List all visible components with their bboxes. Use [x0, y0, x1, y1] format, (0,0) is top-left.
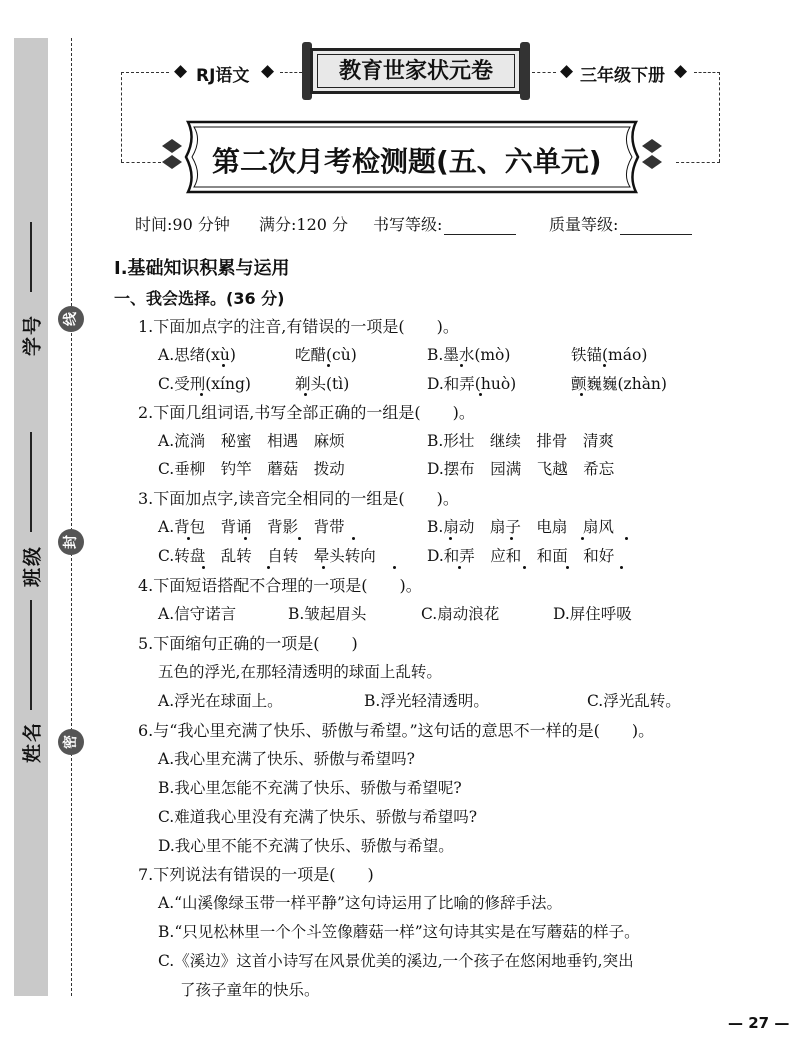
emphasis-dot — [603, 364, 606, 367]
header-dash-right-vertical — [719, 72, 720, 162]
emphasis-dot — [304, 393, 307, 396]
part-heading: 一、我会选择。(36 分) — [114, 289, 285, 308]
scroll-body — [310, 48, 522, 94]
header-dash-right — [694, 72, 720, 73]
q7-option-b: B.“只见松林里一个个斗笠像蘑菇一样”这句诗其实是在写蘑菇的样子。 — [158, 923, 640, 941]
scroll-roll-right — [520, 42, 530, 100]
diamond-icon: ◆ — [674, 61, 688, 81]
q3-option-c: C.转盘 乱转 自转 晕头转向 — [158, 547, 376, 565]
emphasis-dot — [566, 566, 569, 569]
quality-grade-label: 质量等级: — [549, 215, 619, 234]
q2-option-b: B.形壮 继续 排骨 清爽 — [427, 432, 614, 450]
quality-grade — [549, 212, 692, 235]
emphasis-dot — [393, 566, 396, 569]
q4-option-b: B.皱起眉头 — [288, 605, 367, 623]
xuehao-label: 学号 — [21, 313, 44, 357]
grade-label: 三年级下册 — [580, 66, 665, 86]
xingming-blank-line — [30, 600, 32, 710]
question-7: 7.下列说法有错误的一项是( ) — [138, 865, 374, 884]
emphasis-dot — [625, 537, 628, 540]
cut-line — [71, 38, 72, 996]
xuehao-blank-line — [30, 222, 32, 292]
emphasis-dot — [322, 566, 325, 569]
q6-option-b: B.我心里怎能不充满了快乐、骄傲与希望呢? — [158, 779, 462, 797]
header-dash-left-bottom — [121, 162, 161, 163]
emphasis-dot — [202, 566, 205, 569]
q6-option-c: C.难道我心里没有充满了快乐、骄傲与希望吗? — [158, 808, 478, 826]
question-3: 3.下面加点字,读音完全相同的一组是( )。 — [138, 489, 459, 508]
seal-xian: 线 — [58, 306, 84, 332]
question-1: 1.下面加点字的注音,有错误的一项是( )。 — [138, 317, 459, 336]
page-number: — 27 — — [728, 1014, 790, 1032]
q2-option-d: D.摆布 园满 飞越 希忘 — [427, 460, 615, 478]
emphasis-dot — [187, 537, 190, 540]
full-score: 满分:120 分 — [259, 215, 349, 234]
q1-option-b2: 铁锚(máo) — [571, 346, 648, 364]
emphasis-dot — [352, 537, 355, 540]
emphasis-dot — [200, 393, 203, 396]
header-dash-left — [121, 72, 169, 73]
emphasis-dot — [267, 566, 270, 569]
q4-option-a: A.信守诺言 — [158, 605, 237, 623]
emphasis-dot — [460, 364, 463, 367]
emphasis-dot — [581, 537, 584, 540]
question-5: 5.下面缩句正确的一项是( ) — [138, 634, 358, 653]
q7-option-c-line1: C.《溪边》这首小诗写在风景优美的溪边,一个孩子在悠闲地垂钓,突出 — [158, 952, 634, 970]
header-dash-mid-left — [280, 72, 302, 73]
emphasis-dot — [244, 537, 247, 540]
emphasis-dot — [449, 537, 452, 540]
emphasis-dot — [298, 537, 301, 540]
q4-option-c: C.扇动浪花 — [421, 605, 500, 623]
page-title: 第二次月考检测题(五、六单元) — [212, 145, 602, 178]
q2-option-c: C.垂柳 钓竿 蘑菇 拨动 — [158, 460, 345, 478]
q3-option-b: B.扇动 扇子 电扇 扇风 — [427, 518, 614, 536]
q1-option-a1: A.思绪(xù) — [158, 346, 236, 364]
q1-option-c2: 剃头(tì) — [295, 375, 350, 393]
emphasis-dot — [620, 566, 623, 569]
q3-option-a: A.背包 背诵 背影 背带 — [158, 518, 345, 536]
q1-option-b1: B.墨水(mò) — [427, 346, 511, 364]
diamond-icon: ◆ — [174, 61, 188, 81]
series-title: 教育世家状元卷 — [317, 54, 515, 88]
q1-option-c1: C.受刑(xíng) — [158, 375, 251, 393]
section-heading: Ⅰ.基础知识积累与运用 — [114, 258, 290, 279]
q6-option-d: D.我心里不能不充满了快乐、骄傲与希望。 — [158, 837, 454, 855]
emphasis-dot — [327, 364, 330, 367]
q2-option-a: A.流淌 秘蜜 相遇 麻烦 — [158, 432, 345, 450]
q4-option-d: D.屏住呼吸 — [553, 605, 632, 623]
xingming-label: 姓名 — [21, 720, 44, 764]
series-scroll — [302, 42, 530, 100]
q5-option-c: C.浮光乱转。 — [587, 692, 681, 710]
emphasis-dot — [523, 566, 526, 569]
exam-time: 时间:90 分钟 — [135, 215, 230, 234]
seal-mi: 密 — [58, 729, 84, 755]
q5-option-b: B.浮光轻清透明。 — [364, 692, 489, 710]
q7-option-c-line2: 了孩子童年的快乐。 — [180, 981, 320, 999]
diamond-icon: ◆ — [560, 61, 574, 81]
writing-grade-blank[interactable] — [444, 218, 516, 235]
writing-grade-label: 书写等级: — [373, 215, 443, 234]
quality-grade-blank[interactable] — [620, 218, 692, 235]
seal-feng: 封 — [58, 529, 84, 555]
q3-option-d: D.和弄 应和 和面 和好 — [427, 547, 615, 565]
emphasis-dot — [458, 566, 461, 569]
writing-grade — [373, 212, 516, 235]
header-dash-left-vertical — [121, 72, 122, 162]
emphasis-dot — [580, 393, 583, 396]
q5-option-a: A.浮光在球面上。 — [158, 692, 283, 710]
subject-label: RJ语文 — [196, 66, 250, 86]
emphasis-dot — [479, 393, 482, 396]
q6-option-a: A.我心里充满了快乐、骄傲与希望吗? — [158, 750, 415, 768]
diamond-icon: ◆ — [261, 61, 275, 81]
banji-blank-line — [30, 432, 32, 532]
q5-sentence: 五色的浮光,在那轻清透明的球面上乱转。 — [158, 663, 442, 681]
question-6: 6.与“我心里充满了快乐、骄傲与希望。”这句话的意思不一样的是( )。 — [138, 721, 655, 740]
q1-option-d1: D.和弄(huò) — [427, 375, 517, 393]
banji-label: 班级 — [21, 544, 44, 588]
question-2: 2.下面几组词语,书写全部正确的一组是( )。 — [138, 403, 475, 422]
q7-option-a: A.“山溪像绿玉带一样平静”这句诗运用了比喻的修辞手法。 — [158, 894, 562, 912]
question-4: 4.下面短语搭配不合理的一项是( )。 — [138, 576, 422, 595]
header-dash-right-bottom — [676, 162, 720, 163]
header-dash-mid-right — [532, 72, 556, 73]
emphasis-dot — [222, 364, 225, 367]
emphasis-dot — [510, 537, 513, 540]
q1-option-d2: 颤巍巍(zhàn) — [571, 375, 667, 393]
q1-option-a2: 吃醋(cù) — [295, 346, 357, 364]
